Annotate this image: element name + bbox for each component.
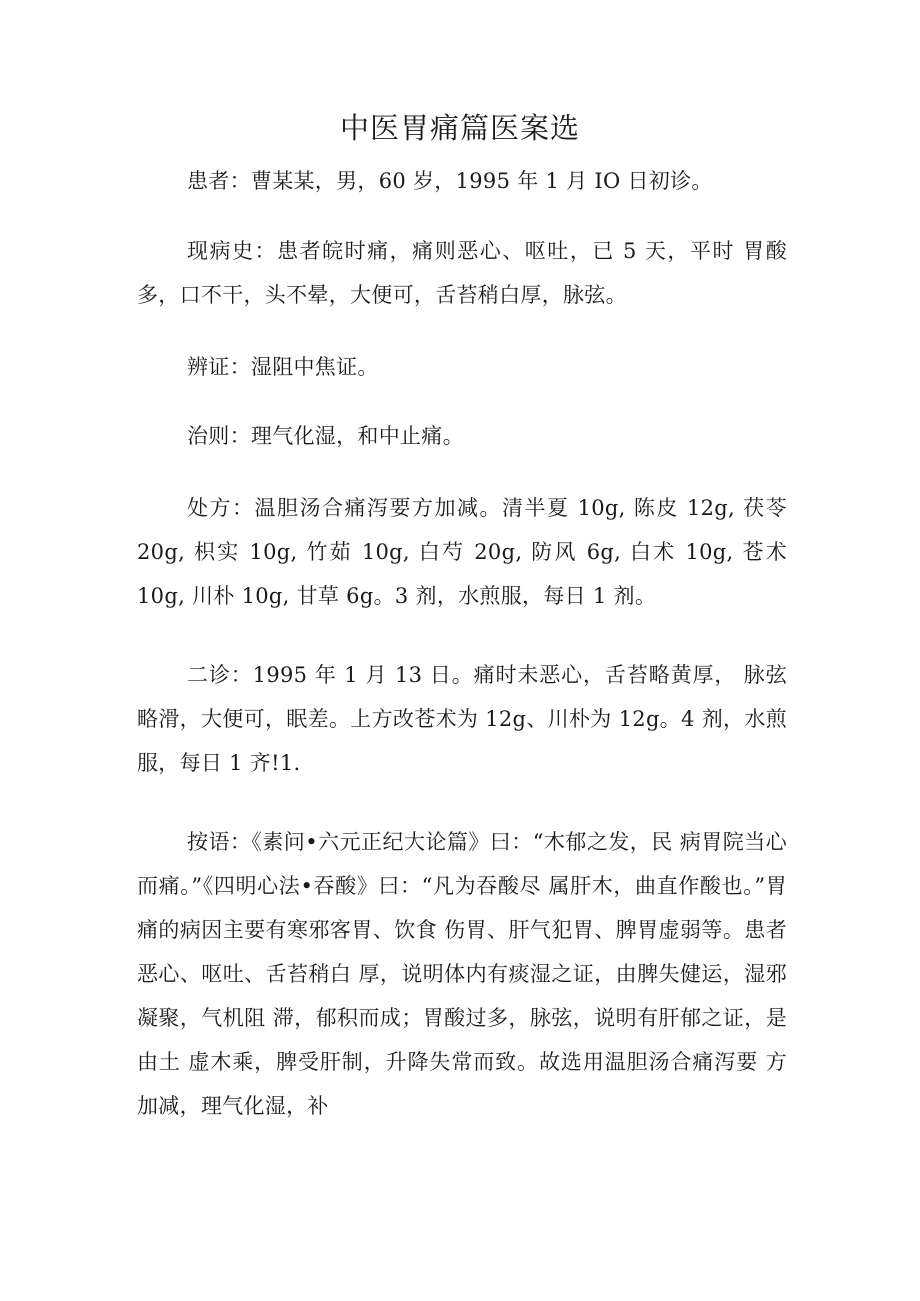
paragraph-treatment-principle: 治则：理气化湿，和中止痛。 (187, 424, 464, 448)
page-title: 中医胃痛篇医案选 (339, 111, 580, 145)
paragraph-commentary: 按语：《素问•六元正纪大论篇》曰：“木郁之发，民 病胃院当心而痛。”《四明心法•吞酸》曰：“凡为吞酸尽 属肝木，曲直作酸也。”胃痛的病因主要有寒邪客胃、饮食 伤胃、肝气犯胃、脾胃虚弱等。患者恶心、呕吐、舌苔稍白 厚，说明体内有痰湿之证，由脾失健运，湿邪凝聚，气机阻 滞，郁积而成；胃酸过多，脉弦，说明有肝郁之证，是由土 虚木乘，脾受肝制，升降失常而致。故选用温胆汤合痛泻要 方加减，理气化湿，补 (137, 830, 787, 1118)
paragraph-diagnosis: 辨证：湿阻中焦证。 (187, 355, 379, 379)
paragraph-prescription: 处方：温胆汤合痛泻要方加减。清半夏 10g, 陈皮 12g, 茯苓 20g, 枳实 10g, 竹茹 10g, 白芍 20g, 防风 6g, 白术 10g, 苍术 10g, 川朴 10g, 甘草 6g。3 剂，水煎服，每日 1 剂。 (137, 496, 787, 608)
paragraph-patient-info: 患者：曹某某，男，60 岁，1995 年 1 月 IO 日初诊。 (187, 169, 713, 193)
paragraph-second-visit: 二诊：1995 年 1 月 13 日。痛时未恶心，舌苔略黄厚， 脉弦略滑，大便可，眠差。上方改苍术为 12g、川朴为 12g。4 剂，水煎服，每日 1 齐!1. (137, 663, 787, 775)
paragraph-history: 现病史：患者皖时痛，痛则恶心、呕吐，已 5 天，平时 胃酸多，口不干，头不晕，大便可，舌苔稍白厚，脉弦。 (137, 239, 787, 307)
